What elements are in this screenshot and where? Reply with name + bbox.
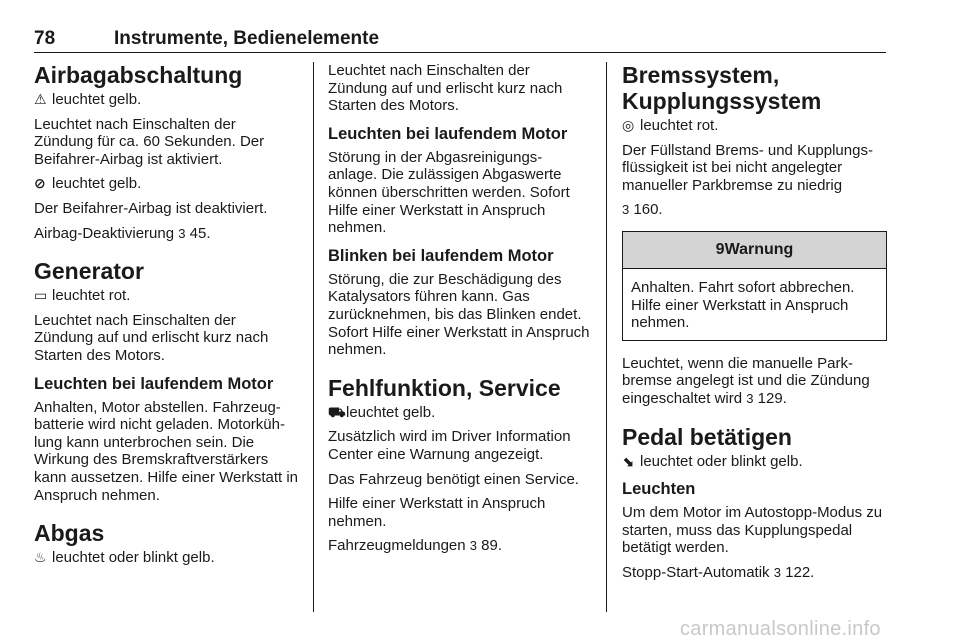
paragraph-text: Der Füllstand Brems- und Kupplungs-flüssigkeit ist bei nicht angelegter manueller Parkbremse zu niedrig — [622, 141, 873, 194]
page-reference — [622, 564, 887, 582]
airbag-deactivated-icon: ⊘ — [34, 175, 46, 192]
paragraph — [328, 428, 590, 463]
paragraph-text: Zusätzlich wird im Driver Information Center eine Warnung angezeigt. — [328, 428, 571, 463]
paragraph-text: Störung, die zur Beschädigung des Katalysators führen kann. Gas zurücknehmen, bis das Blinken endet. Sofort Hilfe einer Werkstatt in Anspruch nehmen. — [328, 270, 590, 359]
page-ref-number: 160. — [633, 201, 663, 219]
page-reference — [622, 201, 887, 219]
indicator-line — [34, 287, 299, 305]
section-heading: Abgas — [34, 520, 105, 547]
section-heading: Bremssystem, Kupplungssystem — [622, 62, 822, 114]
brake-icon: ◎ — [622, 117, 635, 133]
ref-label: Airbag-Deaktivierung — [34, 224, 175, 242]
column-divider — [313, 62, 314, 612]
indicator-line — [622, 117, 887, 135]
paragraph-text: Der Beifahrer-Airbag ist deaktiviert. — [34, 199, 268, 217]
engine-icon: ♨ — [34, 549, 47, 566]
service-car-icon: ⛟ — [328, 403, 346, 420]
column-divider — [606, 62, 607, 612]
paragraph — [622, 504, 887, 557]
warning-text: Anhalten. Fahrt sofort abbrechen. Hilfe einer Werkstatt in Anspruch nehmen. — [631, 278, 855, 332]
chapter-title: Instrumente, Bedienelemente — [114, 28, 380, 49]
indicator-text: leuchtet gelb. — [52, 175, 142, 193]
indicator-text: leuchtet oder blinkt gelb. — [52, 549, 215, 567]
indicator-text: leuchtet rot. — [640, 117, 719, 134]
page-ref-arrow: 3 — [622, 202, 630, 218]
indicator-line — [34, 91, 299, 109]
indicator-line — [622, 453, 887, 471]
page-ref-number: 122. — [785, 563, 815, 581]
page-ref-number: 129. — [757, 389, 787, 407]
section-heading: Generator — [34, 258, 144, 285]
page-ref-arrow: 3 — [746, 390, 754, 406]
warning-title: Warnung — [724, 240, 794, 258]
paragraph-text: Um dem Motor im Autostopp-Modus zu starten, muss das Kupplungspedal betätigt werden. — [622, 504, 883, 557]
warning-box — [622, 231, 887, 341]
warning-header — [623, 232, 886, 269]
page-reference — [34, 225, 299, 243]
indicator-text: leuchtet gelb. — [52, 91, 142, 108]
column-2 — [328, 62, 590, 562]
paragraph — [34, 200, 299, 218]
section-heading: Pedal betätigen — [622, 423, 792, 450]
indicator-line — [328, 404, 590, 422]
paragraph — [328, 62, 590, 115]
paragraph — [34, 116, 299, 169]
page-header — [34, 26, 886, 53]
column-3 — [622, 62, 887, 589]
paragraph — [328, 149, 590, 237]
page-number: 78 — [34, 28, 56, 49]
paragraph — [328, 271, 590, 359]
paragraph-text: Das Fahrzeug benötigt einen Service. — [328, 470, 579, 488]
indicator-text: leuchtet rot. — [52, 287, 131, 305]
section-heading: Airbagabschaltung — [34, 62, 243, 88]
paragraph-text: Anhalten, Motor abstellen. Fahrzeug-batterie wird nicht geladen. Motorküh-lung kann unterbrochen sein. Die Wirkung des Bremskraftverstärkers kann aussetzen. Hilfe einer Werkstatt in Anspruch nehmen. — [34, 398, 299, 504]
paragraph-text: Störung in der Abgasreinigungs-anlage. Die zulässigen Abgaswerte können überschritten werden. Sofort Hilfe einer Werkstatt in Anspruch nehmen. — [328, 148, 570, 237]
paragraph-text: Leuchtet nach Einschalten der Zündung für ca. 60 Sekunden. Der Beifahrer-Airbag ist aktiviert. — [34, 115, 265, 168]
warning-icon: 9 — [715, 240, 725, 258]
ref-label: Fahrzeugmeldungen — [328, 537, 466, 555]
page-reference — [328, 537, 590, 555]
subsection-heading: Leuchten bei laufendem Motor — [328, 124, 568, 143]
column-1 — [34, 62, 299, 574]
page-ref-arrow: 3 — [178, 225, 186, 241]
page-ref-arrow: 3 — [469, 538, 477, 554]
subsection-heading: Leuchten bei laufendem Motor — [34, 374, 274, 393]
paragraph — [622, 355, 887, 408]
battery-icon: ▭ — [34, 287, 48, 304]
watermark: carmanualsonline.info — [680, 618, 881, 640]
indicator-line — [34, 175, 299, 193]
ref-label: Stopp-Start-Automatik — [622, 563, 770, 581]
paragraph — [34, 312, 299, 365]
airbag-off-icon: ⚠ — [34, 91, 47, 107]
page-ref-number: 89. — [481, 537, 503, 555]
paragraph-text: Leuchtet nach Einschalten der Zündung auf und erlischt kurz nach Starten des Motors. — [328, 62, 563, 115]
paragraph — [328, 495, 590, 530]
indicator-text: leuchtet gelb. — [346, 403, 436, 421]
paragraph — [622, 142, 887, 195]
pedal-icon: ⬊ — [622, 452, 634, 469]
paragraph-text: Leuchtet nach Einschalten der Zündung auf und erlischt kurz nach Starten des Motors. — [34, 311, 269, 364]
paragraph-text: Leuchtet, wenn die manuelle Park-bremse angelegt ist und die Zündung eingeschaltet wird — [622, 354, 870, 407]
section-heading: Fehlfunktion, Service — [328, 374, 561, 401]
paragraph — [34, 399, 299, 505]
indicator-text: leuchtet oder blinkt gelb. — [640, 452, 803, 470]
paragraph-text: Hilfe einer Werkstatt in Anspruch nehmen. — [328, 495, 546, 530]
paragraph — [328, 471, 590, 489]
indicator-line — [34, 549, 299, 567]
page-ref-number: 45. — [189, 224, 211, 242]
page-ref-arrow: 3 — [773, 564, 781, 580]
subsection-heading: Leuchten — [622, 480, 696, 499]
subsection-heading: Blinken bei laufendem Motor — [328, 246, 554, 265]
